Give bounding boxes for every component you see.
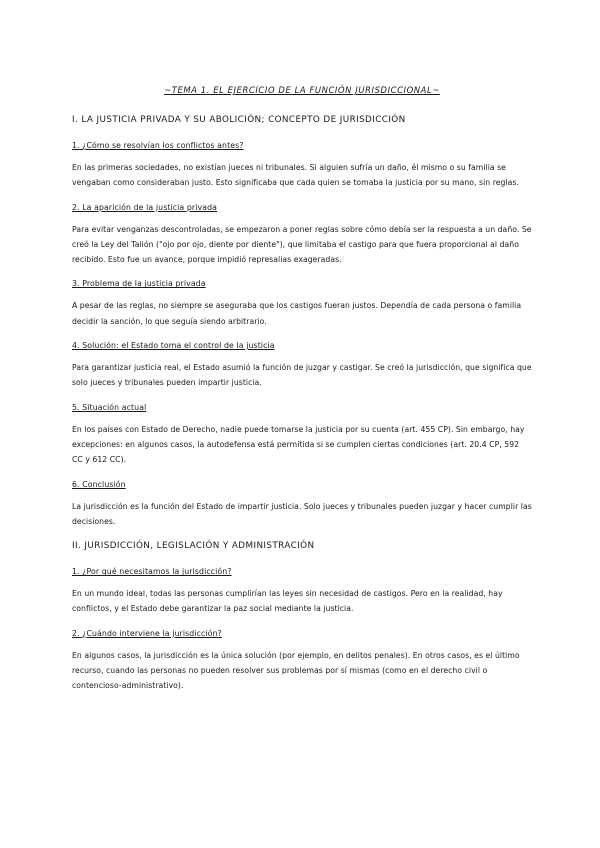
paragraph: A pesar de las reglas, no siempre se aseguraba que los castigos fueran justos. Dependía de cada persona o familia decidir la sanción, lo que seguía siendo arbitrario. (72, 301, 522, 326)
subheading: 6. Conclusión (72, 479, 126, 489)
section-heading: II. JURISDICCIÓN, LEGISLACIÓN Y ADMINISTRACIÓN (72, 541, 315, 552)
document-title: ~TEMA 1. EL EJERCICIO DE LA FUNCIÓN JURISDICCIONAL~ (164, 85, 440, 95)
paragraph: La jurisdicción es la función del Estado de impartir justicia. Solo jueces y tribunales pueden juzgar y hacer cumplir las decisiones. (72, 501, 532, 526)
paragraph: En los países con Estado de Derecho, nadie puede tomarse la justicia por su cuenta (art. 455 CP). Sin embargo, hay excepciones: en algunos casos, la autodefensa está permitida si se cumplen ciertas condiciones (art. 20.4 CP, 592 CC y 612 CC). (72, 424, 525, 465)
document-page (72, 84, 532, 705)
subheading: 1. ¿Por qué necesitamos la jurisdicción? (72, 567, 232, 577)
paragraph: En un mundo ideal, todas las personas cumplirían las leyes sin necesidad de castigos. Pero en la realidad, hay conflictos, y el Estado debe garantizar la paz social mediante la justicia. (72, 589, 503, 614)
subheading: 2. La aparición de la justicia privada (72, 202, 218, 212)
subheading: 4. Solución: el Estado toma el control de la justicia (72, 341, 275, 351)
subheading: 5. Situación actual (72, 402, 147, 412)
subheading: 1. ¿Cómo se resolvían los conflictos antes? (72, 141, 244, 150)
subheading: 3. Problema de la justicia privada (72, 279, 206, 289)
paragraph: En algunos casos, la jurisdicción es la única solución (por ejemplo, en delitos penales). En otros casos, es el último recurso, cuando las personas no pueden resolver sus problemas por sí mismas (como en el derecho civil o contencioso-administrativo). (72, 650, 520, 691)
paragraph: En las primeras sociedades, no existían jueces ni tribunales. Si alguien sufría un daño, él mismo o su familia se vengaban como consideraban justo. Esto significaba que cada quien se tomaba la justicia por su mano, sin reglas. (72, 163, 519, 188)
section-heading: I. LA JUSTICIA PRIVADA Y SU ABOLICIÓN; CONCEPTO DE JURISDICCIÓN (72, 115, 406, 125)
subheading: 2. ¿Cuándo interviene la jurisdicción? (72, 628, 222, 638)
paragraph: Para garantizar justicia real, el Estado asumió la función de juzgar y castigar. Se creó la jurisdicción, que significa que solo jueces y tribunales pueden impartir justicia. (72, 363, 532, 388)
paragraph: Para evitar venganzas descontroladas, se empezaron a poner reglas sobre cómo debía ser la respuesta a un daño. Se creó la Ley del Talión ("ojo por ojo, diente por diente"), que limitaba el castigo para que fuera proporcional al daño recibido. Esto fue un avance, porque impidió represalias exageradas. (72, 224, 532, 265)
